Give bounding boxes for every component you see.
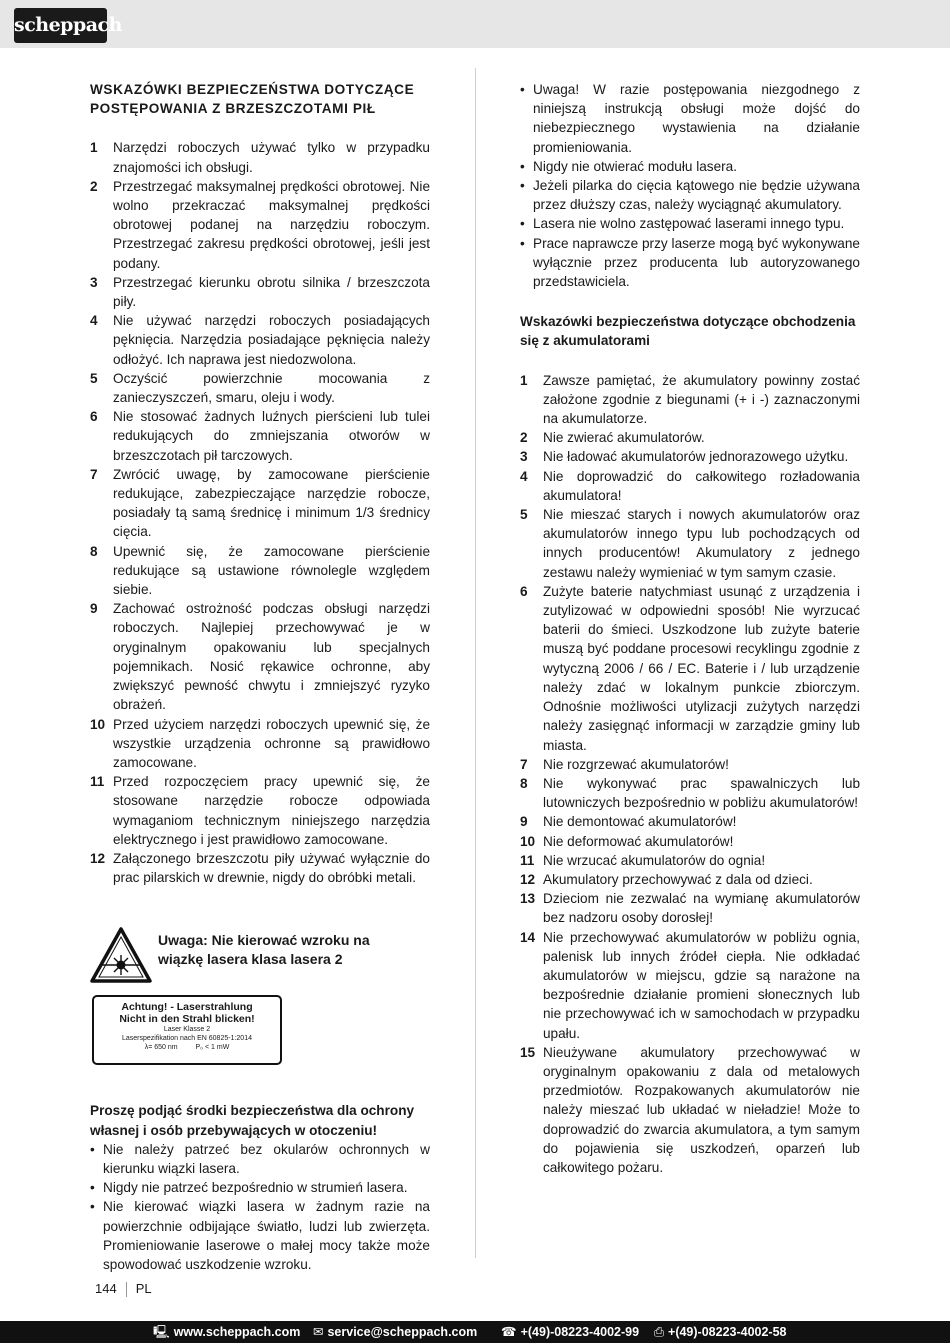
list-item (520, 505, 860, 582)
item-number: 4 (520, 468, 528, 484)
list-item (90, 715, 430, 773)
battery-safety-list (520, 371, 860, 1178)
item-text: Nie ładować akumulatorów jednorazowego użytku. (543, 449, 849, 465)
item-number: 3 (90, 274, 98, 290)
brand-logo[interactable]: scheppach (14, 8, 107, 43)
list-item (520, 1043, 860, 1177)
list-item (520, 889, 860, 927)
item-text: Nieużywane akumulatory przechowywać w oryginalnym opakowaniu z dala od metalowych przedmiotów. Rozpakowanych akumulatorów nie należy mieszać lub układać w nieładzie! Może to doprowadzić do zwarcia akumulatora, a tym samym do pojawienia się uszkodzeń, oparzeń lub całkowitego pożaru. (543, 1044, 860, 1175)
item-text: Nie deformować akumulatorów! (543, 833, 734, 849)
list-item (90, 311, 430, 369)
computer-icon: 🖳 (153, 1325, 170, 1339)
list-item (90, 849, 430, 887)
page-separator (126, 1282, 127, 1297)
list-item (90, 407, 430, 465)
item-number: 7 (520, 756, 528, 772)
item-text: Przestrzegać kierunku obrotu silnika / brzeszczota piły. (113, 274, 430, 310)
right-column (520, 80, 860, 1177)
item-number: 6 (90, 409, 98, 425)
header-bar (0, 0, 950, 48)
list-item (520, 447, 860, 466)
laser-warning-title: Uwaga: Nie kierować wzroku na wiązkę lasera klasa lasera 2 (158, 932, 370, 968)
label-wavelength: λ= 650 nm (144, 1044, 178, 1052)
item-number: 10 (90, 716, 106, 732)
item-number: 4 (90, 313, 98, 329)
email-link[interactable] (313, 1321, 477, 1343)
list-item (520, 755, 860, 774)
list-item (520, 371, 860, 429)
protection-bullets (90, 1140, 430, 1274)
fax-icon: ⎙ (654, 1325, 665, 1339)
item-number: 8 (520, 775, 528, 791)
item-number: 5 (520, 507, 528, 523)
item-text: Nie wrzucać akumulatorów do ognia! (543, 852, 766, 868)
phone-icon: ☎ (501, 1325, 517, 1339)
item-number: 12 (520, 871, 536, 887)
list-item (90, 465, 430, 542)
label-line-2: Nicht in den Strahl blicken! (119, 1013, 255, 1026)
list-item (520, 428, 860, 447)
left-column (90, 80, 430, 1274)
list-item: • Lasera nie wolno zastępować laserami innego typu. (520, 214, 860, 233)
item-text: Narzędzi roboczych używać tylko w przypadku znajomości ich obsługi. (113, 140, 430, 175)
laser-bullets (520, 80, 860, 291)
laser-warning-block (90, 927, 430, 1057)
item-text: Nie doprowadzić do całkowitego rozładowania akumulatora! (543, 468, 860, 503)
phone-text: +(49)-08223-4002-99 (520, 1325, 640, 1339)
list-item (90, 772, 430, 849)
item-text: Nie mieszać starych i nowych akumulatorów oraz akumulatorów innego typu lub pochodzących od innych producentów! Akumulatory z jednego zestawu należy wymieniać w tym samym czasie. (543, 507, 860, 580)
page-number-area (95, 1281, 152, 1297)
label-line-4: Laserspezifikation nach EN 60825-1:2014 (122, 1035, 252, 1043)
item-text: Zachować ostrożność podczas obsługi narzędzi roboczych. Najlepiej przechowywać je w oryginalnym opakowaniu lub specjalnych pojemnikach. Nosić rękawice ochronne, aby zwiększyć pewność chwytu i zmniejszyć ryzyko obrażeń. (113, 601, 430, 713)
item-text: Załączonego brzeszczotu piły używać wyłącznie do prac pilarskich w drewnie, nigdy do obróbki metali. (113, 850, 430, 886)
item-text: Nie używać narzędzi roboczych posiadających pęknięcia. Narzędzia posiadające pęknięcia należy odłożyć. Ich naprawa jest niedozwolona. (113, 313, 430, 367)
label-line-3: Laser Klasse 2 (163, 1026, 211, 1034)
item-number: 13 (520, 891, 536, 907)
item-text: Zawsze pamiętać, że akumulatory powinny zostać założone zgodnie z biegunami (+ i -) zaznaczonymi na akumulatorze. (543, 372, 860, 427)
item-text: Oczyścić powierzchnie mocowania z zanieczyszczeń, smaru, oleju i wody. (113, 370, 430, 406)
laser-class-label (92, 995, 282, 1065)
saw-blade-safety-list (90, 138, 430, 887)
list-item (520, 467, 860, 505)
email-text: service@scheppach.com (327, 1325, 478, 1339)
item-number: 14 (520, 929, 536, 945)
list-item: • Nigdy nie otwierać modułu lasera. (520, 157, 860, 176)
column-divider (475, 68, 476, 1258)
list-item: • Nie kierować wiązki lasera w żadnym razie na powierzchnie odbijające światło, ludzi lub zwierzęta. Promieniowanie laserowe o małej mocy także może spowodować uszkodzenie wzroku. (90, 1197, 430, 1274)
fax-link[interactable] (654, 1321, 787, 1343)
fax-text: +(49)-08223-4002-58 (668, 1325, 787, 1339)
item-text: Zużyte baterie natychmiast usunąć z urządzenia i zutylizować w odpowiedni sposób! Nie wyrzucać baterii do śmieci. Uszkodzone lub zużyte baterie muszą być poddane procesowi recyklingu zgodnie z wytyczną 2006 / 66 / EC. Baterie i / lub urządzenie należy zdać w lokalnym punkcie zbiorczym. Odnośnie możliwości utylizacji zużytych narzędzi należy zasięgnąć informacji w zarządzie gminy lub miasta. (543, 583, 860, 753)
page-language: PL (135, 1281, 152, 1296)
item-number: 12 (90, 850, 106, 866)
item-number: 7 (90, 466, 98, 482)
website-link[interactable] (153, 1321, 300, 1343)
item-number: 15 (520, 1044, 536, 1060)
item-text: Upewnić się, że zamocowane pierścienie redukujące są ustawione równolegle względem siebie. (113, 543, 430, 598)
item-text: Przed użyciem narzędzi roboczych upewnić się, że wszystkie urządzenia ochronne są prawidłowo zamocowane. (113, 716, 430, 770)
item-text: Przestrzegać maksymalnej prędkości obrotowej. Nie wolno przekraczać maksymalnej prędkości obrotowej podanej na narzędziu roboczym. Przestrzegać zakresu prędkości obrotowej, jeśli jest podany. (113, 178, 430, 271)
protection-heading: Proszę podjąć środki bezpieczeństwa dla ochrony własnej i osób przebywających w otoczeniu! (90, 1103, 415, 1138)
item-text: Przed rozpoczęciem pracy upewnić się, że stosowane narzędzie robocze odpowiada wymaganiom technicznym niniejszego narzędzia elektrycznego i jest prawidłowo zamocowane. (113, 774, 430, 847)
mail-icon: ✉ (313, 1325, 324, 1339)
phone-link[interactable] (501, 1321, 639, 1343)
label-line-1: Achtung! - Laserstrahlung (121, 1001, 253, 1014)
item-number: 11 (90, 774, 105, 790)
list-item (520, 582, 860, 755)
list-item (90, 599, 430, 714)
item-text: Akumulatory przechowywać z dala od dzieci. (543, 871, 813, 887)
list-item (90, 177, 430, 273)
contact-bar (0, 1321, 950, 1343)
item-number: 10 (520, 833, 536, 849)
item-number: 11 (520, 852, 535, 868)
item-number: 8 (90, 543, 98, 559)
label-specs (94, 1043, 280, 1052)
item-number: 1 (90, 140, 98, 156)
item-text: Dzieciom nie zezwalać na wymianę akumulatorów bez nadzoru osoby dorosłej! (543, 891, 860, 926)
list-item: • Uwaga! W razie postępowania niezgodnego z niniejszą instrukcją obsługi może dojść do niebezpiecznego wystawienia na działanie promieniowania. (520, 80, 860, 157)
item-number: 9 (520, 814, 528, 830)
item-number: 5 (90, 370, 98, 386)
battery-safety-heading: Wskazówki bezpieczeństwa dotyczące obchodzenia się z akumulatorami (520, 314, 856, 349)
list-item (520, 812, 860, 831)
list-item (520, 851, 860, 870)
item-number: 3 (520, 449, 528, 465)
list-item: • Nie należy patrzeć bez okularów ochronnych w kierunku wiązki lasera. (90, 1140, 430, 1178)
list-item (90, 138, 430, 176)
item-text: Nie wykonywać prac spawalniczych lub lutowniczych bezpośrednio w pobliżu akumulatorów! (543, 775, 860, 811)
list-item (90, 369, 430, 407)
item-text: Zwrócić uwagę, by zamocowane pierścienie redukujące, zabezpieczające narzędzie robocze, posiadały tą samą średnicę i minimum 1/3 średnicy cięcia. (113, 466, 430, 540)
item-text: Nie demontować akumulatorów! (543, 814, 737, 830)
list-item (90, 273, 430, 311)
item-text: Nie rozgrzewać akumulatorów! (543, 756, 729, 772)
list-item (520, 870, 860, 889)
item-number: 2 (520, 430, 528, 446)
item-number: 1 (520, 372, 528, 388)
list-item (520, 928, 860, 1043)
website-text: www.scheppach.com (173, 1325, 301, 1339)
laser-warning-icon (90, 927, 152, 983)
list-item (520, 774, 860, 812)
saw-blade-safety-heading: WSKAZÓWKI BEZPIECZEŃSTWA DOTYCZĄCE POSTĘPOWANIA Z BRZESZCZOTAMI PIŁ (90, 82, 415, 117)
list-item (90, 542, 430, 600)
list-item: • Prace naprawcze przy laserze mogą być wykonywane wyłącznie przez producenta lub autoryzowanego przedstawiciela. (520, 234, 860, 292)
item-text: Nie przechowywać akumulatorów w pobliżu ognia, palenisk lub innych źródeł ciepła. Nie odkładać akumulatorów w miejscu, gdzie są narażone na bezpośrednie działanie promieni słonecznych lub nie przechowywać ich w samochodach w przypadku upału. (543, 929, 860, 1041)
item-number: 6 (520, 583, 528, 599)
list-item: • Jeżeli pilarka do cięcia kątowego nie będzie używana przez dłuższy czas, należy wyciągnąć akumulatory. (520, 176, 860, 214)
item-number: 2 (90, 178, 98, 194)
page-number: 144 (95, 1281, 117, 1296)
label-power: P₀ < 1 mW (195, 1044, 230, 1052)
item-text: Nie stosować żadnych luźnych pierścieni lub tulei redukujących do zmniejszania otworów w brzeszczotach pił tarczowych. (113, 409, 430, 463)
list-item: • Nigdy nie patrzeć bezpośrednio w strumień lasera. (90, 1178, 430, 1197)
list-item (520, 832, 860, 851)
item-text: Nie zwierać akumulatorów. (543, 430, 705, 446)
item-number: 9 (90, 601, 98, 617)
